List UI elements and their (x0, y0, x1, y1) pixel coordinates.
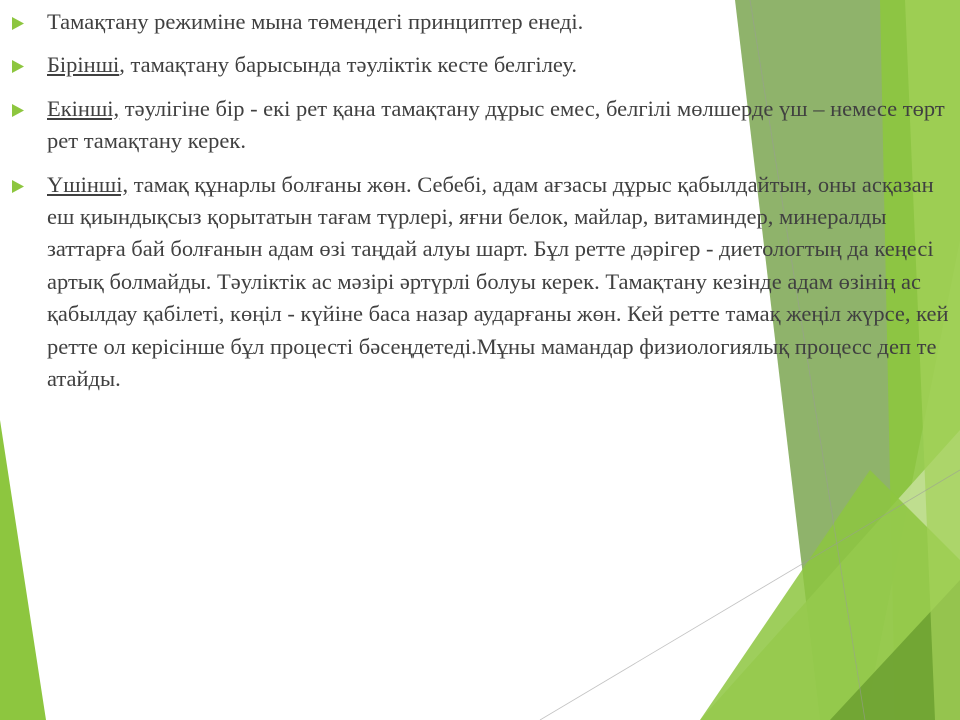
bullet-text (47, 169, 950, 396)
bullet-lead: Үшінші, (47, 171, 129, 197)
bullet-body: тамақ құнарлы болғаны жөн. Себебі, адам ағзасы дұрыс қабылдайтын, оны асқазан еш қиындықсыз қорытатын тағам түрлері, яғни белок, майлар, витаминдер, минералды заттарға бай болғанын адам өзі таңдай алуы шарт. Бұл ретте дәрігер - диетологтың да кеңесі артық болмайды. Тәуліктік ас мәзірі әртүрлі болуы керек. Тамақтану кезінде адам өзінің ас қабылдау қабілеті, көңіл - күйіне баса назар аударғаны жөн. Кей ретте тамақ жеңіл жүрсе, кей ретте ол керісінше бұл процесті бәсеңдетеді.Мұны мамандар физиологиялық процесс деп те атайды. (47, 171, 949, 392)
triangle-bullet-icon (10, 49, 47, 81)
triangle-bullet-icon (10, 6, 47, 38)
bullet-item (10, 6, 950, 38)
slide-content (10, 6, 950, 395)
bullet-lead: Екінші, (47, 95, 120, 121)
deco-shape-left (0, 420, 46, 720)
bullet-body: , тамақтану барысында тәуліктік кесте белгілеу. (119, 52, 577, 78)
bullet-text (47, 93, 950, 158)
bullet-lead: Бірінші (47, 52, 120, 78)
bullet-item (10, 49, 950, 81)
bullet-text (47, 6, 950, 38)
bullet-item (10, 93, 950, 158)
triangle-bullet-icon (10, 169, 47, 201)
triangle-bullet-icon (10, 93, 47, 125)
bullet-text (47, 49, 950, 81)
bullet-body: Тамақтану режиміне мына төмендегі принциптер енеді. (47, 9, 584, 34)
bullet-item (10, 169, 950, 396)
bullet-body: тәулігіне бір - екі рет қана тамақтану дұрыс емес, белгілі мөлшерде үш – немесе төрт рет тамақтану керек. (47, 95, 945, 154)
